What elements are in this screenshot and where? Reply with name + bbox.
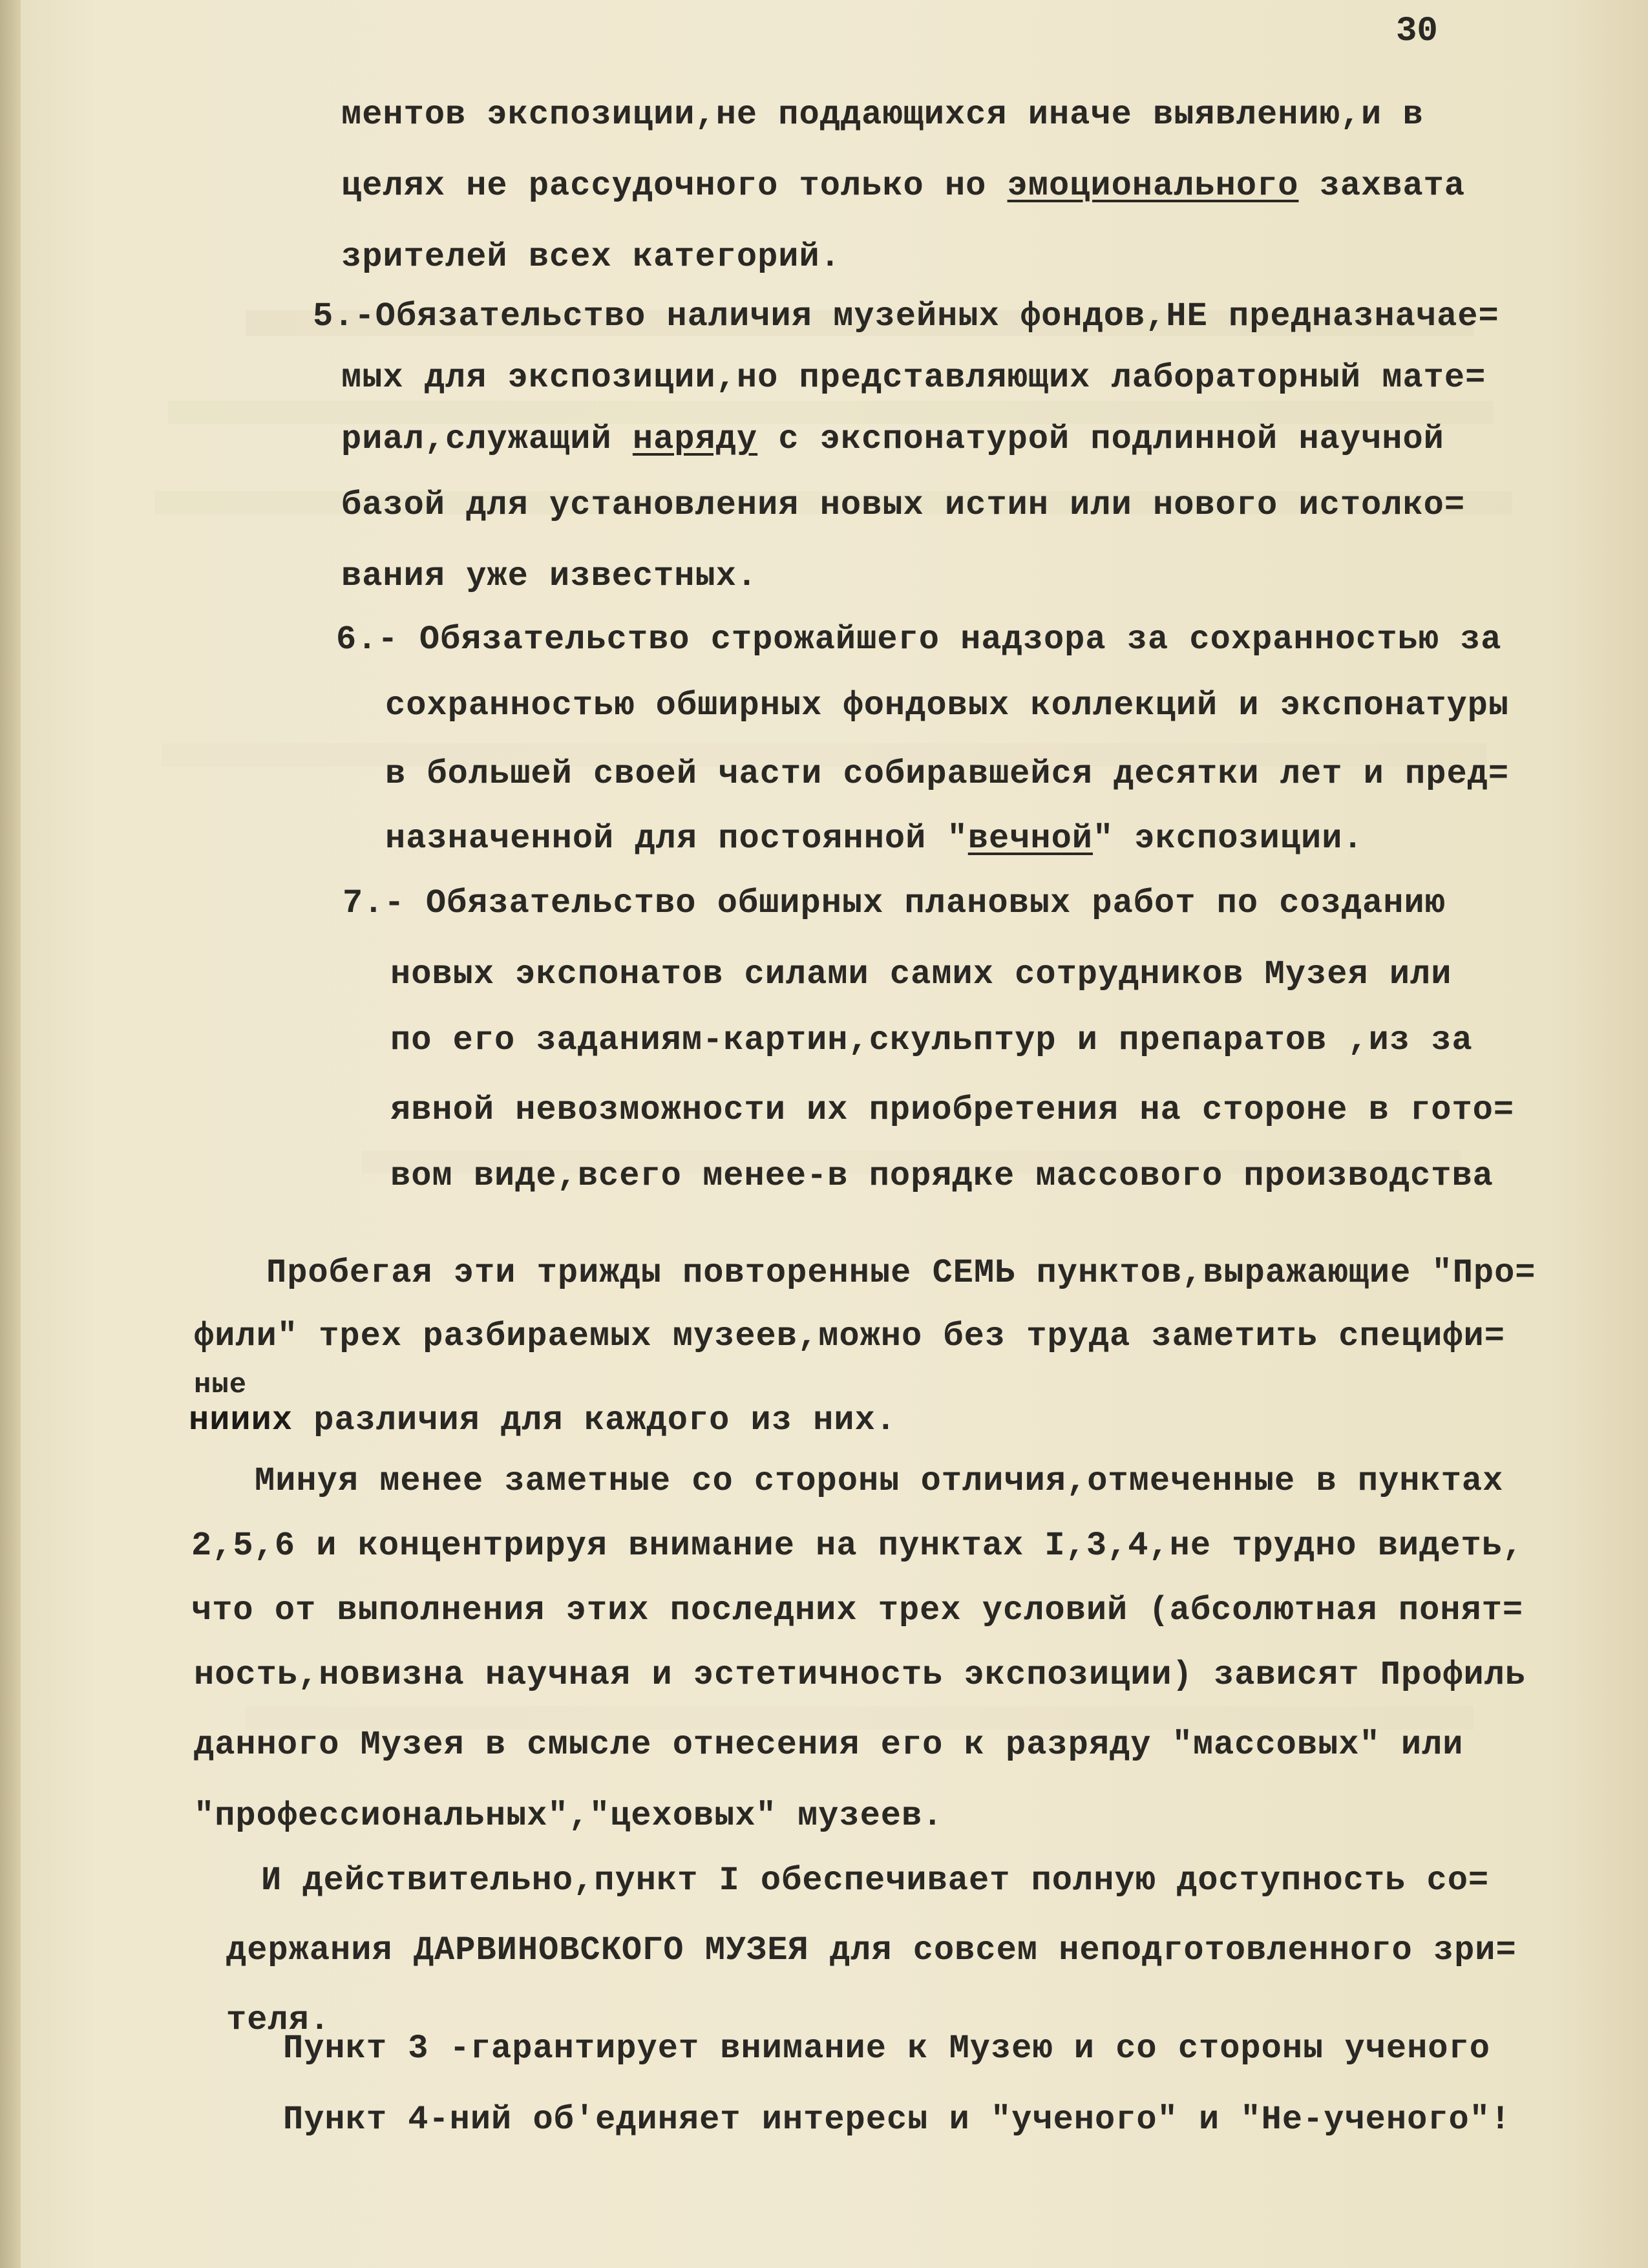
overtyped-word: нииих [189,1401,293,1439]
text-line: ментов экспозиции,не поддающихся иначе выявлению,и в [341,96,1424,134]
page-number: 30 [1396,12,1438,51]
text-line: И действительно,пункт I обеспечивает полную доступность со= [261,1861,1490,1900]
paper-edge [0,0,21,2268]
text-line: новых экспонатов силами самих сотрудников Музея или [390,955,1452,993]
text-line: Пробегая эти трижды повторенные СЕМЬ пунктов,выражающие "Про= [266,1254,1536,1292]
text-line: ность,новизна научная и эстетичность экспозиции) зависят Профиль [194,1656,1527,1694]
text-line: назначенной для постоянной "вечной" экспозиции. [385,820,1364,858]
text-line: фили" трех разбираемых музеев,можно без труда заметить специфи= [194,1317,1505,1355]
text-line: что от выполнения этих последних трех условий (абсолютная понят= [191,1591,1524,1629]
handwritten-insertion: ные [194,1369,248,1401]
text-line: Пункт 4-ний об'единяет интересы и "ученого" и "Не-ученого"! [283,2101,1512,2139]
text-line: данного Музея в смысле отнесения его к разряду "массовых" или [194,1726,1464,1764]
text-line: 7.- Обязательство обширных плановых работ по созданию [343,884,1446,922]
text-line: 5.-Обязательство наличия музейных фондов,НЕ предназначае= [313,297,1499,335]
text-line: вом виде,всего менее-в порядке массового производства [390,1157,1494,1195]
text-line: теля. [226,2001,331,2039]
text-line: 6.- Обязательство строжайшего надзора за сохранностью за [336,620,1502,659]
text-line: в большей своей части собиравшейся десятки лет и пред= [385,755,1510,793]
text-line: Минуя менее заметные со стороны отличия,отмеченные в пунктах [255,1462,1504,1500]
text-line: риал,служащий наряду с экспонатурой подлинной научной [341,420,1444,458]
underlined-word: вечной [967,820,1093,858]
underlined-word: наряду [632,420,758,458]
underlined-word: эмоционального [1007,167,1299,205]
text-line: вания уже известных. [341,557,758,595]
text-line: сохранностью обширных фондовых коллекций и экспонатуры [385,686,1510,725]
text-line: целях не рассудочного только но эмоционального захвата [341,167,1466,205]
text-line: зрителей всех категорий. [341,238,841,276]
text-line: явной невозможности их приобретения на стороне в гото= [390,1091,1515,1129]
text-line: Пункт 3 -гарантирует внимание к Музею и со стороны ученого [283,2030,1490,2068]
text-line: базой для установления новых истин или нового истолко= [341,486,1466,524]
text-line: "профессиональных","цеховых" музеев. [194,1797,944,1835]
text-line: мых для экспозиции,но представляющих лабораторный мате= [341,359,1486,397]
text-line: нииих различия для каждого из них. [189,1401,896,1439]
text-line: держания ДАРВИНОВСКОГО МУЗЕЯ для совсем неподготовленного зри= [226,1931,1517,1969]
text-line: 2,5,6 и концентрируя внимание на пунктах I,3,4,не трудно видеть, [191,1527,1524,1565]
text-line: по его заданиям-картин,скульптур и препаратов ,из за [390,1021,1473,1059]
